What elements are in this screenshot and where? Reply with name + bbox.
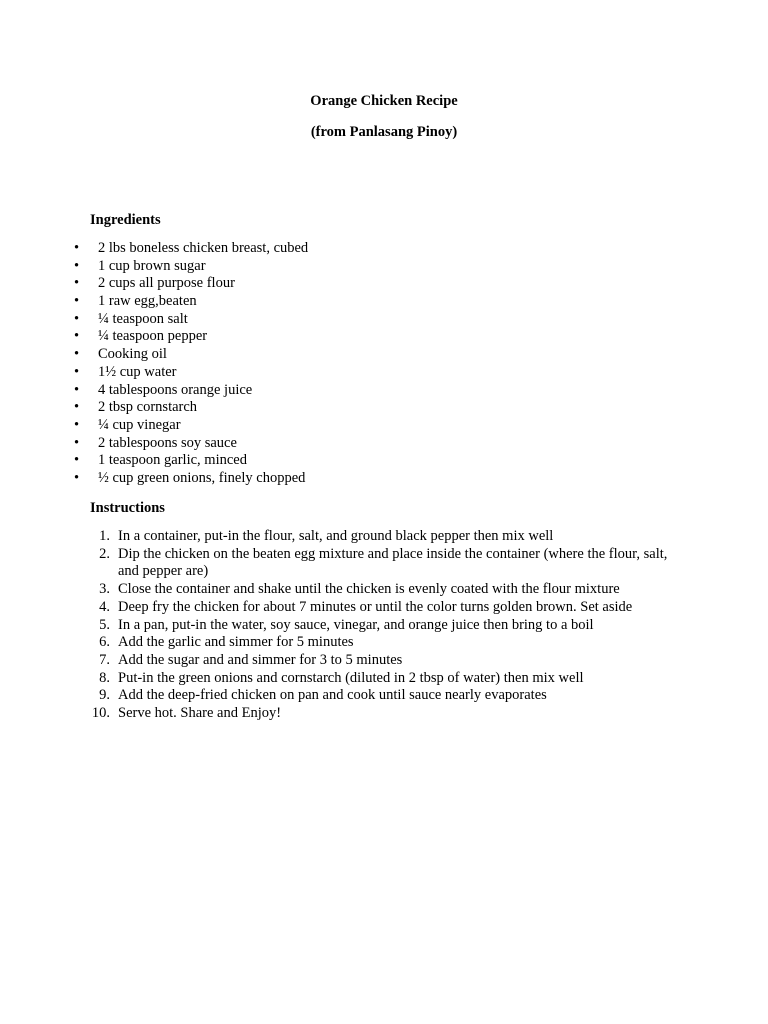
- ingredient-item: [0, 328, 700, 346]
- step-text: Add the sugar and and simmer for 3 to 5 minutes: [118, 651, 403, 668]
- instruction-step: [0, 599, 668, 617]
- bullet-icon: •: [74, 310, 80, 327]
- step-text: In a pan, put-in the water, soy sauce, vinegar, and orange juice then bring to a boil: [118, 616, 594, 633]
- ingredient-text: 2 cups all purpose flour: [98, 275, 235, 292]
- bullet-icon: •: [74, 293, 80, 310]
- step-number: 2.: [99, 545, 110, 562]
- ingredient-text: 2 lbs boneless chicken breast, cubed: [98, 240, 309, 256]
- step-text: Close the container and shake until the chicken is evenly coated with the flour mixture: [118, 581, 620, 598]
- ingredient-text: ¼ teaspoon salt: [98, 310, 188, 327]
- instruction-step: [0, 528, 668, 546]
- ingredient-item: [0, 399, 700, 417]
- bullet-icon: •: [74, 469, 80, 486]
- ingredient-text: 1½ cup water: [98, 363, 177, 380]
- step-number: 8.: [99, 669, 110, 686]
- ingredient-text: Cooking oil: [98, 346, 167, 363]
- step-text: Add the deep-fried chicken on pan and cook until sauce nearly evaporates: [118, 687, 547, 704]
- instruction-step: [0, 634, 668, 652]
- ingredient-text: 4 tablespoons orange juice: [98, 381, 253, 398]
- instruction-step: [0, 670, 668, 688]
- step-text: Serve hot. Share and Enjoy!: [118, 705, 282, 722]
- page-subtitle: (from Panlasang Pinoy): [310, 124, 458, 140]
- bullet-icon: •: [74, 275, 80, 292]
- step-text: Put-in the green onions and cornstarch (diluted in 2 tbsp of water) then mix well: [118, 669, 584, 686]
- ingredient-item: [0, 452, 700, 470]
- ingredient-text: ½ cup green onions, finely chopped: [98, 469, 306, 486]
- ingredient-item: [0, 364, 700, 382]
- step-text: Add the garlic and simmer for 5 minutes: [118, 634, 354, 651]
- instruction-step: [0, 705, 668, 723]
- ingredient-item: [0, 435, 700, 453]
- ingredient-item: [0, 258, 700, 276]
- bullet-icon: •: [74, 452, 80, 469]
- ingredient-text: 2 tablespoons soy sauce: [98, 434, 237, 451]
- bullet-icon: •: [74, 257, 80, 274]
- ingredient-item: [0, 382, 700, 400]
- bullet-icon: •: [74, 399, 80, 416]
- bullet-icon: •: [74, 328, 80, 345]
- bullet-icon: •: [74, 381, 80, 398]
- ingredient-text: 1 raw egg,beaten: [98, 293, 197, 310]
- ingredient-item: [0, 293, 700, 311]
- instruction-step: [0, 546, 668, 581]
- step-number: 4.: [99, 598, 110, 615]
- step-number: 3.: [99, 581, 110, 598]
- step-number: 5.: [99, 616, 110, 633]
- ingredient-text: 1 teaspoon garlic, minced: [98, 452, 247, 469]
- bullet-icon: •: [74, 416, 80, 433]
- ingredient-item: [0, 240, 700, 258]
- instruction-step: [0, 617, 668, 635]
- ingredient-item: [0, 311, 700, 329]
- step-number: 9.: [99, 687, 110, 704]
- ingredients-list: [0, 240, 700, 488]
- step-number: 10.: [91, 705, 110, 722]
- instruction-step: [0, 581, 668, 599]
- ingredient-text: 2 tbsp cornstarch: [98, 399, 198, 416]
- bullet-icon: •: [74, 434, 80, 451]
- ingredient-item: [0, 417, 700, 435]
- ingredient-item: [0, 470, 700, 488]
- bullet-icon: •: [74, 240, 80, 256]
- step-text: Dip the chicken on the beaten egg mixture and place inside the container (where the flour, salt, and pepper are): [118, 545, 668, 580]
- step-number: 7.: [99, 651, 110, 668]
- ingredient-item: [0, 346, 700, 364]
- ingredient-text: ¼ teaspoon pepper: [98, 328, 208, 345]
- instruction-step: [0, 687, 668, 705]
- step-text: Deep fry the chicken for about 7 minutes or until the color turns golden brown. Set aside: [118, 598, 633, 615]
- ingredient-text: 1 cup brown sugar: [98, 257, 206, 274]
- instructions-heading: Instructions: [90, 500, 165, 516]
- ingredient-item: [0, 275, 700, 293]
- ingredients-heading: Ingredients: [90, 212, 161, 228]
- step-text: In a container, put-in the flour, salt, and ground black pepper then mix well: [118, 528, 554, 544]
- bullet-icon: •: [74, 346, 80, 363]
- step-number: 6.: [99, 634, 110, 651]
- instructions-list: [0, 528, 700, 723]
- instruction-step: [0, 652, 668, 670]
- page-title: Orange Chicken Recipe: [310, 93, 458, 109]
- bullet-icon: •: [74, 363, 80, 380]
- ingredient-text: ¼ cup vinegar: [98, 416, 181, 433]
- step-number: 1.: [99, 528, 110, 544]
